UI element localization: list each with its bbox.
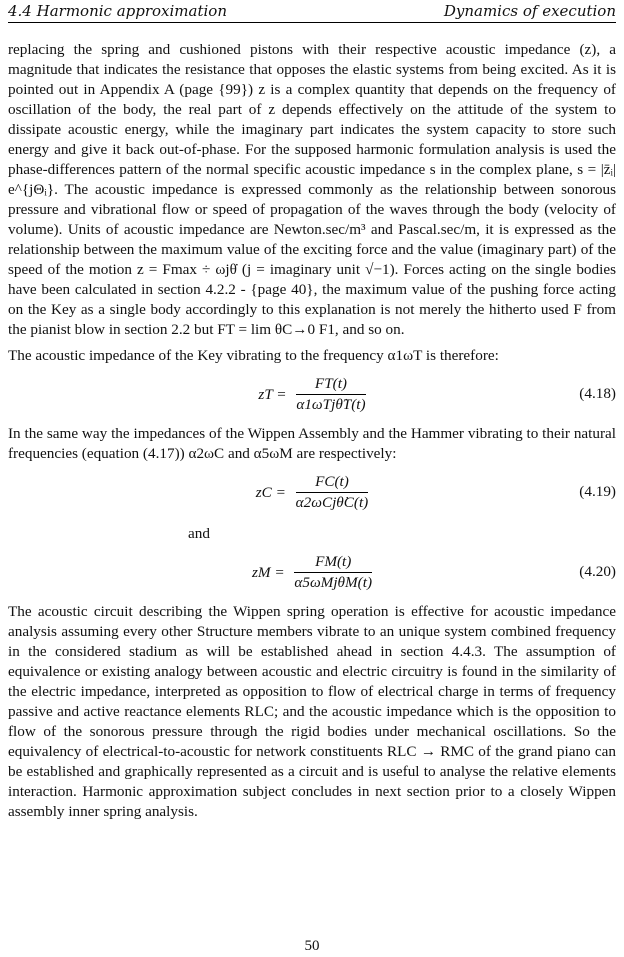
page-body (8, 40, 616, 822)
eq419-numerator: FC(t) (296, 472, 369, 493)
eq419-denominator: α2ωCjθ̇C(t) (295, 494, 369, 511)
eq418-number: (4.18) (579, 385, 616, 402)
eq420-number: (4.20) (579, 563, 616, 580)
eq420-numerator: FM(t) (294, 552, 372, 573)
eq418-denominator: α1ωTjθ̇T(t) (296, 396, 366, 413)
equation-4-18 (8, 374, 616, 420)
paragraph-4: The acoustic circuit describing the Wippen spring operation is effective for acoustic impedance analysis assuming every other Structure members vibrate to an unique system combined frequency in the considered stadium as will be established ahead in section 4.4.3. The assumption of equivalence or existing analogy between acoustic and electric circuitry is found in the similarity of the electric impedance, interpreted as opposition to flow of electrical charge in terms of frequency passive and active reactance elements RLC; and the acoustic impedance which is the opposition to flow of the sonorous pressure through the rigid bodies under mechanical oscillations. So the equivalency of electrical-to-acoustic for network constituents RLC → RMC of the grand piano can be established and graphically represented as a circuit and is useful to analyse the relative elements interaction. Harmonic approximation subject concludes in next section prior to a closely Wippen assembly inner spring analysis. (8, 603, 616, 820)
eq418-fraction (296, 374, 365, 415)
paragraph-1: replacing the spring and cushioned pistons with their respective acoustic impedance (z), a magnitude that indicates the resistance that opposes the elastic systems from being excited. As it is pointed out in Appendix A (page {99}) z is a complex quantity that depends on the frequency of oscillation of the body, the real part of z depends effectively on the attitude of the system to dissipate acoustic energy, while the imaginary part indicates the system capacity to store such energy and give it back out-of-phase. For the supposed harmonic formulation analysis is used the phase-differences pattern of the normal specific acoustic impedance s in the complex plane, s = |z̄ᵢ| e^{jΘᵢ}. The acoustic impedance is expressed commonly as the relationship between sonorous pressure and vibrational flow or speed of propagation of the waves through the body (velocity of volume). Units of acoustic impedance are Newton.sec/m³ and Pascal.sec/m, it is expressed as the relationship between the maximum value of the exciting force and the value (imaginary part) of the speed of the motion z = Fmax ÷ ωjθ̇ (j = imaginary unit √−1). Forces acting on the single bodies have been calculated in section 4.2.2 - {page 40}, the maximum value of the pushing force acting on the Key as a single body accordingly to this explanation is not merely the hitherto used F from the pianist blow in section 2.2 but FT = lim θC→0 F1, and so on. (8, 41, 616, 338)
running-header (8, 0, 616, 23)
eq420-denominator: α5ωMjθ̇M(t) (294, 574, 372, 591)
eq418-lhs: zT = (258, 385, 287, 403)
equation-4-19 (8, 472, 616, 518)
header-chapter-title: Dynamics of execution (443, 2, 616, 20)
paragraph-2: The acoustic impedance of the Key vibrating to the frequency α1ωT is therefore: (8, 347, 499, 364)
eq419-lhs: zC = (255, 483, 286, 501)
eq419-number: (4.19) (579, 483, 616, 500)
eq418-numerator: FT(t) (296, 374, 365, 395)
eq420-lhs: zM = (251, 563, 285, 581)
equation-4-20 (8, 552, 616, 598)
eq420-fraction (294, 552, 372, 593)
paragraph-3: In the same way the impedances of the Wippen Assembly and the Hammer vibrating to their natural frequencies (equation (4.17)) α2ωC and α5ωM are respectively: (8, 425, 616, 462)
header-section-title: 4.4 Harmonic approximation (8, 2, 227, 20)
page-number: 50 (304, 938, 320, 954)
and-connector: and (188, 525, 210, 542)
eq419-fraction (296, 472, 369, 513)
